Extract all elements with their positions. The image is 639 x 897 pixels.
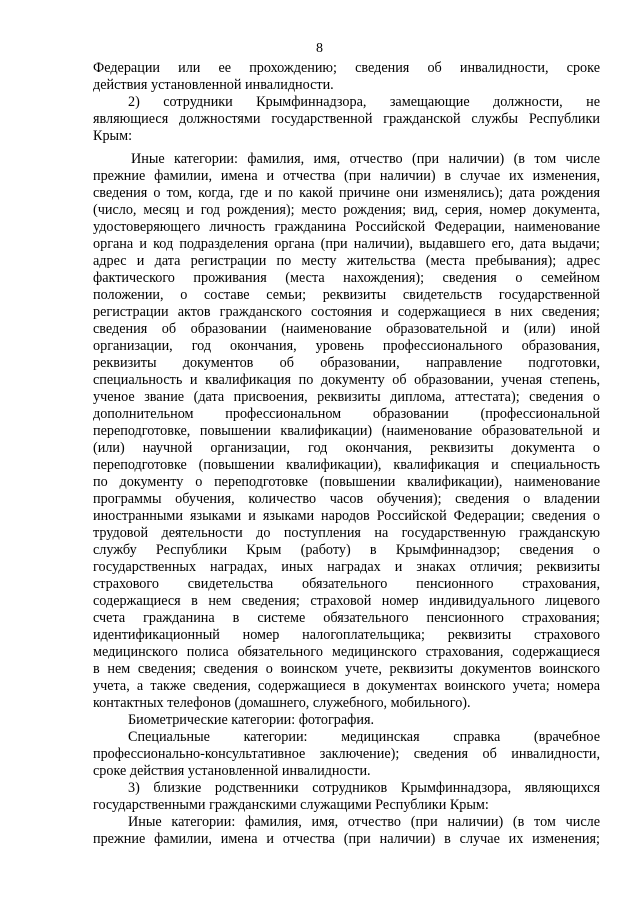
text-line: профессионально-консультативное заключение); сведения об инвалидности, [93,746,600,762]
text-line: по документу о переподготовке (повышении квалификации), наименование [93,474,600,490]
text-line: идентификационный номер налогоплательщика; реквизиты страхового [93,627,600,643]
text-line: 2) сотрудники Крымфиннадзора, замещающие должности, не [128,94,600,110]
text-line: учета, а также сведения, содержащиеся в документах воинского учета; номера [93,678,600,694]
text-line: страхового свидетельства обязательного пенсионного страхования, [93,576,600,592]
paragraph [93,780,600,814]
text-line: Федерации или ее прохождению; сведения об инвалидности, сроке [93,60,600,76]
text-line: являющиеся должностями государственной гражданской службы Республики [93,111,600,127]
text-line: положении, о составе семьи; реквизиты свидетельств государственной [93,287,600,303]
text-line: Крым: [93,128,133,144]
text-line: сведения об образовании (наименование образовательной и (или) иной [93,321,600,337]
text-line: службу Республики Крым (работу) в Крымфиннадзор; сведения о [93,542,600,558]
text-line: медицинского полиса обязательного медицинского страхования, содержащиеся [93,644,600,660]
text-line: Специальные категории: медицинская справка (врачебное [128,729,600,745]
paragraph [93,814,600,848]
text-line: специальность и квалификация по документу об образовании, ученая степень, [93,372,600,388]
text-line: сроке действия установленной инвалидности. [93,763,371,779]
text-line: органа и код подразделения органа (при наличии), выдавшего его, дата выдачи; [93,236,600,252]
text-line: сведения о том, когда, где и по какой причине они изменялись); дата рождения [93,185,600,201]
text-line: адрес и дата регистрации по месту жительства (места пребывания); адрес [93,253,600,269]
text-line: (число, месяц и год рождения); место рождения; вид, серия, номер документа, [93,202,600,218]
paragraph [93,712,600,729]
text-line: в нем сведения; сведения о воинском учете, реквизиты документов воинского [93,661,600,677]
text-line: содержащиеся в нем сведения; страховой номер индивидуального лицевого [93,593,600,609]
text-line: организации, год окончания, уровень профессионального образования, [93,338,600,354]
text-line: ученое звание (дата присвоения, реквизиты диплома, аттестата); сведения о [93,389,600,405]
text-line: государственными гражданскими служащими Республики Крым: [93,797,489,813]
text-line: государственных наградах, иных наградах и знаках отличия; реквизиты [93,559,600,575]
text-line: действия установленной инвалидности. [93,77,334,93]
text-line: Иные категории: фамилия, имя, отчество (при наличии) (в том числе [131,151,600,167]
text-line: прежние фамилии, имена и отчества (при наличии) в случае их изменения, [93,168,600,184]
text-line: реквизиты документов об образовании, направление подготовки, [93,355,600,371]
text-line: трудовой деятельности до поступления на государственную гражданскую [93,525,600,541]
paragraph [93,151,600,712]
text-line: прежние фамилии, имена и отчества (при наличии) в случае их изменения; [93,831,600,847]
page-number: 8 [316,41,323,56]
text-line: 3) близкие родственники сотрудников Крымфиннадзора, являющихся [128,780,600,796]
paragraph [93,60,600,94]
text-line: удостоверяющего личность гражданина Российской Федерации, наименование [93,219,600,235]
text-line: дополнительном профессиональном образовании (профессиональной [93,406,600,422]
text-line: Иные категории: фамилия, имя, отчество (при наличии) (в том числе [128,814,600,830]
text-line: (или) научной организации, год окончания, реквизиты документа о [93,440,600,456]
paragraph [93,729,600,780]
text-line: регистрации актов гражданского состояния и содержащиеся в них сведения; [93,304,600,320]
text-line: счета гражданина в системе обязательного пенсионного страхования; [93,610,600,626]
text-line: программы обучения, количество часов обучения); сведения о владении [93,491,600,507]
text-line: переподготовке, повышении квалификации) (наименование образовательной и [93,423,600,439]
text-line: Биометрические категории: фотография. [128,712,375,728]
text-line: контактных телефонов (домашнего, служебного, мобильного). [93,695,471,711]
document-body [93,60,600,848]
text-line: переподготовке (повышении квалификации), квалификация и специальность [93,457,600,473]
text-line: фактического проживания (места нахождения); сведения о семейном [93,270,600,286]
paragraph [93,94,600,145]
text-line: иностранными языками и языками народов Российской Федерации; сведения о [93,508,600,524]
